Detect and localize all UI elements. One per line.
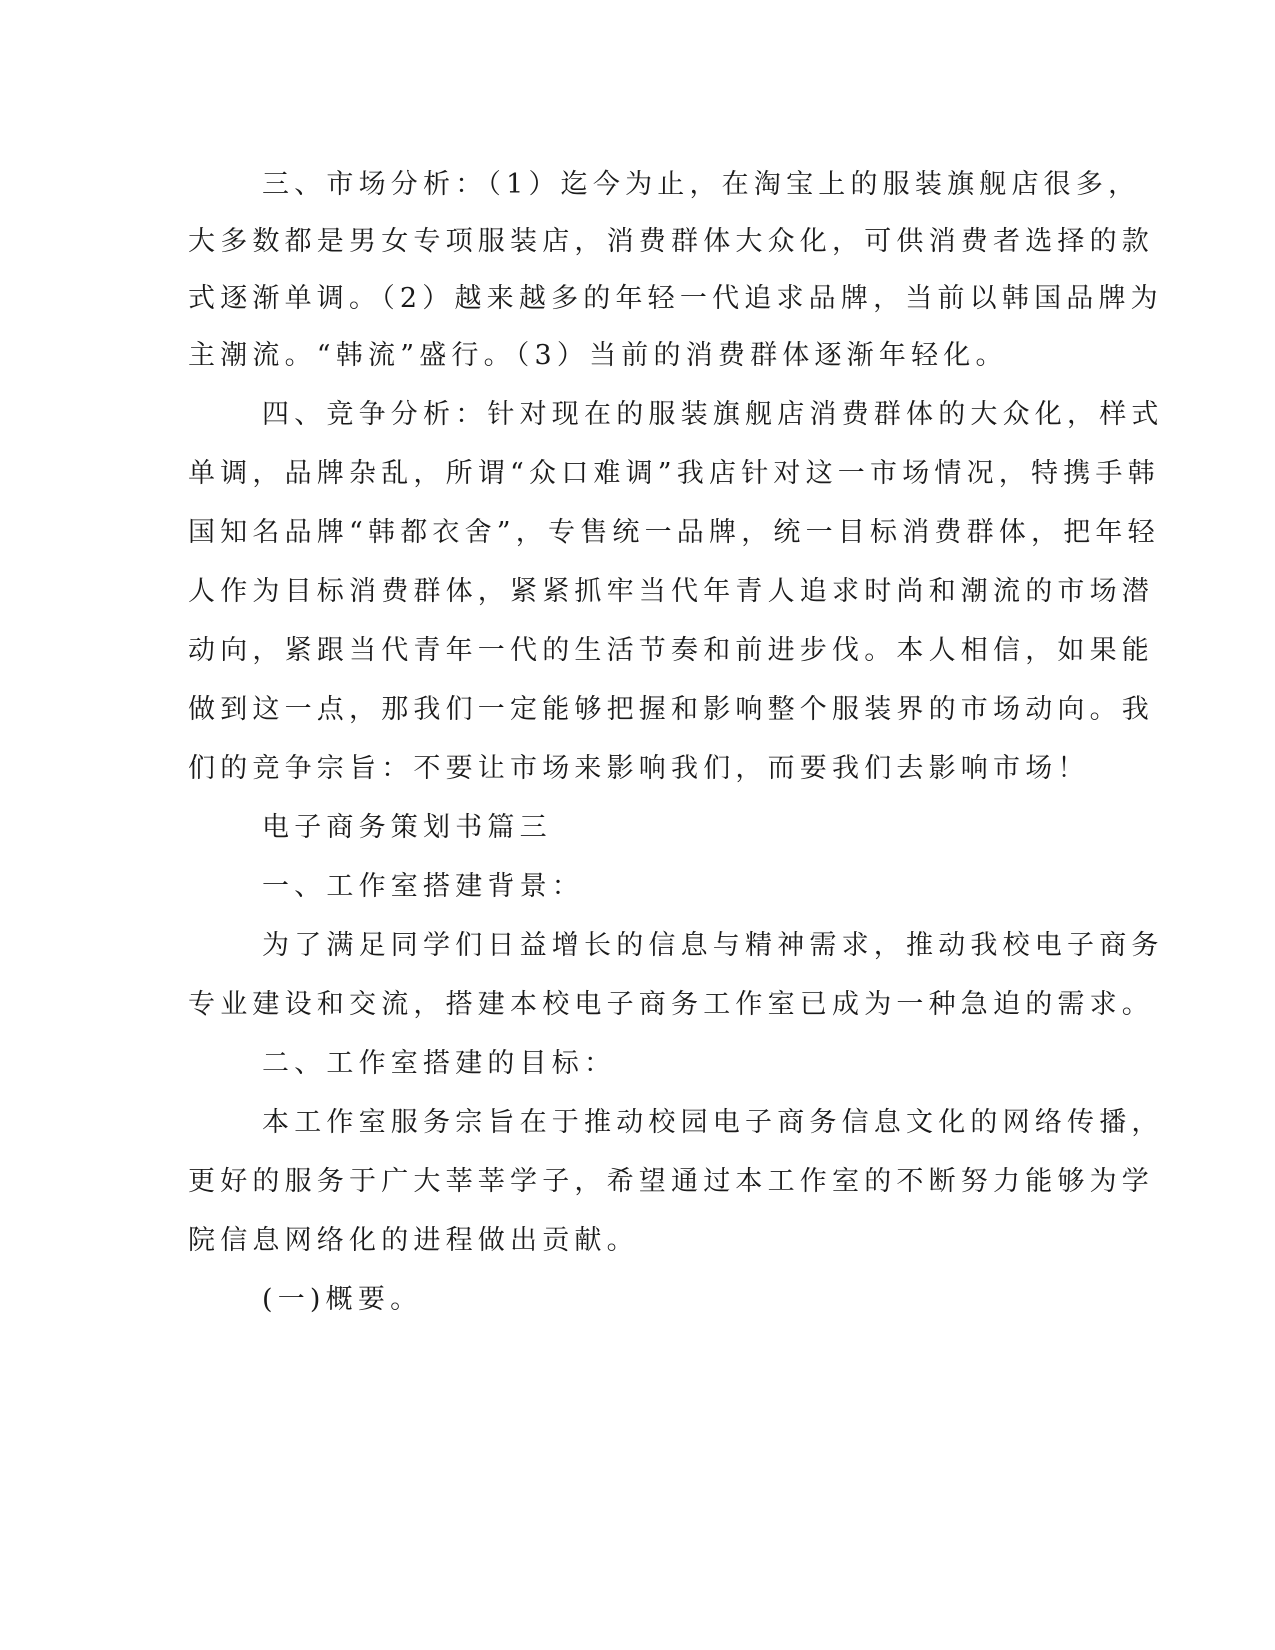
paragraph-goals-line-2: 更好的服务于广大莘莘学子，希望通过本工作室的不断努力能够为学 (188, 1166, 1154, 1197)
paragraph-background-line-2: 专业建设和交流，搭建本校电子商务工作室已成为一种急迫的需求。 (188, 989, 1154, 1020)
paragraph-competition-analysis-line-2: 单调，品牌杂乱，所谓“众口难调”我店针对这一市场情况，特携手韩 (188, 458, 1160, 489)
paragraph-market-analysis-line-4: 主潮流。“韩流”盛行。（3）当前的消费群体逐渐年轻化。 (188, 340, 1008, 371)
paragraph-competition-analysis-line-3: 国知名品牌“韩都衣舍”，专售统一品牌，统一目标消费群体，把年轻 (188, 517, 1160, 548)
heading-studio-goals: 二、工作室搭建的目标： (262, 1048, 617, 1079)
paragraph-market-analysis-line-3: 式逐渐单调。（2）越来越多的年轻一代追求品牌，当前以韩国品牌为 (188, 283, 1163, 314)
paragraph-background-line-1: 为了满足同学们日益增长的信息与精神需求，推动我校电子商务 (262, 930, 1164, 961)
heading-studio-background: 一、工作室搭建背景： (262, 871, 584, 902)
paragraph-goals-line-1: 本工作室服务宗旨在于推动校园电子商务信息文化的网络传播， (262, 1107, 1164, 1138)
paragraph-competition-analysis-line-7: 们的竞争宗旨：不要让市场来影响我们，而要我们去影响市场！ (188, 753, 1090, 784)
section-heading-plan-part-three: 电子商务策划书篇三 (262, 812, 552, 843)
paragraph-market-analysis-line-1: 三、市场分析：（1）迄今为止，在淘宝上的服装旗舰店很多， (262, 169, 1141, 200)
paragraph-competition-analysis-line-5: 动向，紧跟当代青年一代的生活节奏和前进步伐。本人相信，如果能 (188, 635, 1154, 666)
paragraph-competition-analysis-line-6: 做到这一点，那我们一定能够把握和影响整个服装界的市场动向。我 (188, 694, 1154, 725)
paragraph-market-analysis-line-2: 大多数都是男女专项服装店，消费群体大众化，可供消费者选择的款 (188, 226, 1154, 257)
paragraph-goals-line-3: 院信息网络化的进程做出贡献。 (188, 1225, 639, 1256)
paragraph-competition-analysis-line-4: 人作为目标消费群体，紧紧抓牢当代年青人追求时尚和潮流的市场潜 (188, 576, 1154, 607)
heading-overview: (一)概要。 (262, 1284, 423, 1315)
paragraph-competition-analysis-line-1: 四、竞争分析：针对现在的服装旗舰店消费群体的大众化，样式 (262, 399, 1164, 430)
